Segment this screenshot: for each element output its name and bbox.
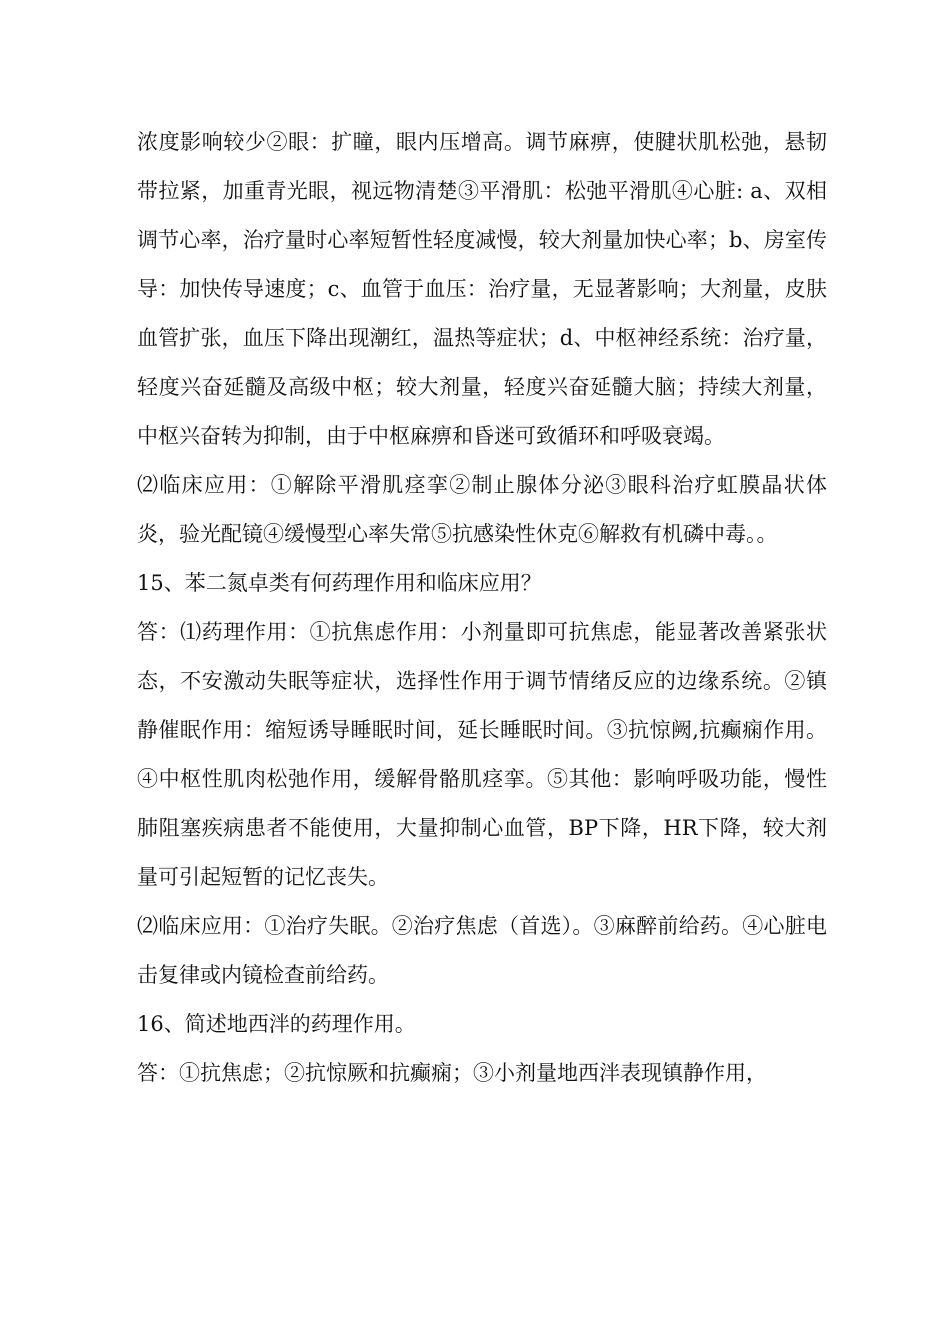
question-15-heading: 15、苯二氮卓类有何药理作用和临床应用？ [137,571,542,595]
document-page [137,118,827,1098]
paragraph-atropine-clinical-use: ⑵临床应用：①解除平滑肌痉挛②制止腺体分泌③眼科治疗虹膜晶状体炎，验光配镜④缓慢型心率失常⑤抗感染性休克⑥解救有机磷中毒。。 [137,473,827,546]
question-16-heading: 16、简述地西泮的药理作用。 [137,1012,416,1036]
answer-16-start: 答：①抗焦虑；②抗惊厥和抗癫痫；③小剂量地西泮表现镇静作用， [137,1061,767,1085]
answer-15-pharmacology: 答：⑴药理作用：①抗焦虑作用：小剂量即可抗焦虑，能显著改善紧张状态，不安激动失眠等症状，选择性作用于调节情绪反应的边缘系统。②镇静催眠作用：缩短诱导睡眠时间，延长睡眠时间。③抗惊阙,抗癫痫作用。④中枢性肌肉松弛作用，缓解骨骼肌痉挛。⑤其他：影响呼吸功能，慢性肺阻塞疾病患者不能使用，大量抑制心血管，BP下降，HR下降，较大剂量可引起短暂的记忆丧失。 [137,620,827,889]
paragraph-atropine-effects: 浓度影响较少②眼：扩瞳，眼内压增高。调节麻痹，使腱状肌松弛，悬韧带拉紧，加重青光眼，视远物清楚③平滑肌：松弛平滑肌④心脏: a、双相调节心率，治疗量时心率短暂性轻度减慢，较大剂量加快心率；b、房室传导：加快传导速度；c、血管于血压：治疗量，无显著影响；大剂量，皮肤血管扩张，血压下降出现潮红，温热等症状；d、中枢神经系统：治疗量，轻度兴奋延髓及高级中枢；较大剂量，轻度兴奋延髓大脑；持续大剂量，中枢兴奋转为抑制，由于中枢麻痹和昏迷可致循环和呼吸衰竭。 [137,130,827,448]
answer-15-clinical-use: ⑵临床应用：①治疗失眠。②治疗焦虑（首选）。③麻醉前给药。④心脏电击复律或内镜检查前给药。 [137,914,827,987]
